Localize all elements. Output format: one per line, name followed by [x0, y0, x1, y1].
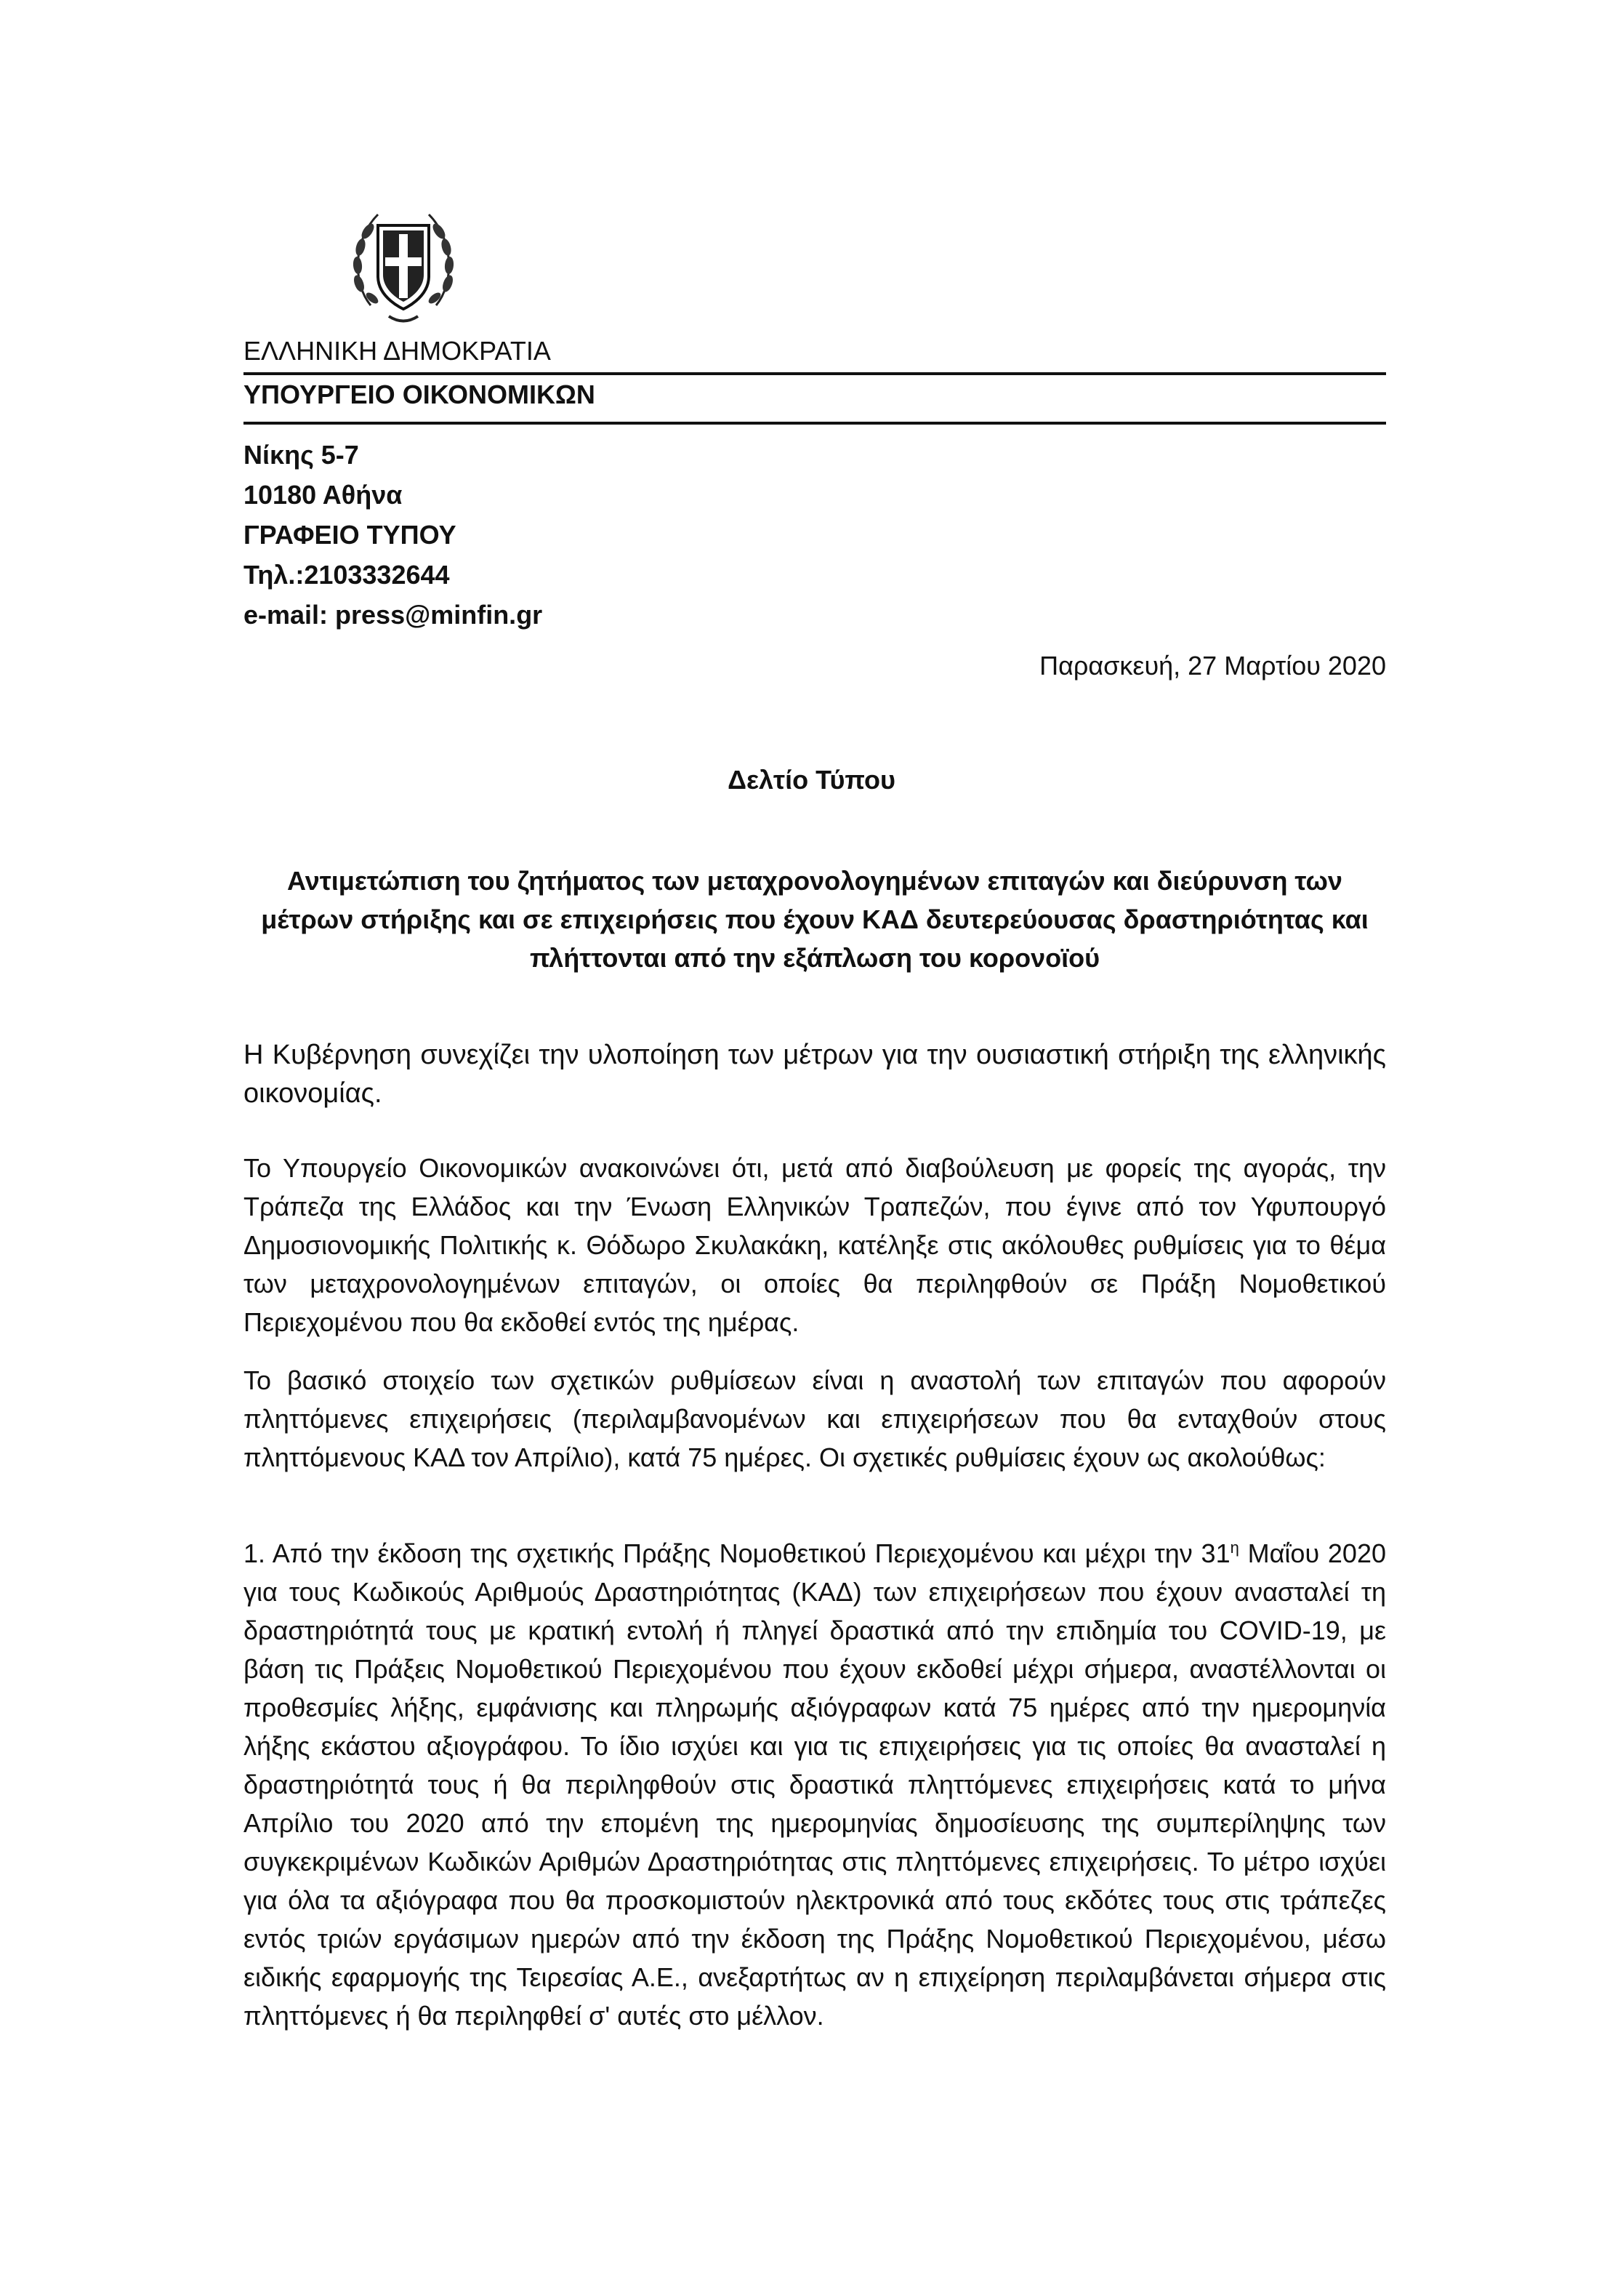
ordinal-superscript: η: [1230, 1538, 1239, 1557]
press-release-headline: Αντιμετώπιση του ζητήματος των μεταχρονολογημένων επιταγών και διεύρυνση των μέτρων στήριξης και σε επιχειρήσεις που έχουν ΚΑΔ δευτερεύουσας δραστηριότητας και πλήττονται από την εξάπλωση του κορονοϊού: [261, 866, 1369, 973]
country-name: ΕΛΛΗΝΙΚΗ ΔΗΜΟΚΡΑΤΙΑ: [243, 336, 551, 366]
paragraph-3-rest: Μαΐου 2020 για τους Κωδικούς Αριθμούς Δραστηριότητας (ΚΑΔ) των επιχειρήσεων που έχουν ανασταλεί τη δραστηριότητά τους με κρατική εντολή ή πληγεί δραστικά από την επιδημία του COVID-19, με βάση τις Πράξεις Νομοθετικού Περιεχομένου που έχουν εκδοθεί μέχρι σήμερα, αναστέλλονται οι προθεσμίες λήξης, εμφάνισης και πληρωμής αξιόγραφων κατά 75 ημέρες από την ημερομηνία λήξης εκάστου αξιογράφου. Το ίδιο ισχύει και για τις επιχειρήσεις για τις οποίες θα ανασταλεί η δραστηριότητά τους ή θα περιληφθούν στις δραστικά πληττόμενες επιχειρήσεις κατά το μήνα Απρίλιο του 2020 από την επομένη της ημερομηνίας δημοσίευσης της συμπερίληψης των συγκεκριμένων Κωδικών Αριθμών Δραστηριότητας στις πληττόμενες επιχειρήσεις. Το μέτρο ισχύει για όλα τα αξιόγραφα που θα προσκομιστούν ηλεκτρονικά από τους εκδότες τους στις τράπεζες εντός τριών εργάσιμων ημερών από την έκδοση της Πράξης Νομοθετικού Περιεχομένου, μέσω ειδικής εφαρμογής της Τειρεσίας Α.Ε., ανεξαρτήτως αν η επιχείρηση περιλαμβάνεται σήμερα στις πληττόμενες ή θα περιληφθεί σ' αυτές στο μέλλον.: [243, 1538, 1386, 2031]
body-paragraph-3: [243, 1534, 1386, 2035]
body-paragraph-2: Το βασικό στοιχείο των σχετικών ρυθμίσεων είναι η αναστολή των επιταγών που αφορούν πληττόμενες επιχειρήσεις (περιλαμβανομένων και επιχειρήσεων που θα ενταχθούν στους πληττόμενους ΚΑΔ τον Απρίλιο), κατά 75 ημέρες. Οι σχετικές ρυθμίσεις έχουν ως ακολούθως:: [243, 1365, 1386, 1472]
header-divider-bottom: [243, 422, 1386, 425]
body-paragraph-1: Το Υπουργείο Οικονομικών ανακοινώνει ότι, μετά από διαβούλευση με φορείς της αγοράς, την Τράπεζα της Ελλάδος και την Ένωση Ελληνικών Τραπεζών, που έγινε από τον Υφυπουργό Δημοσιονομικής Πολιτικής κ. Θόδωρο Σκυλακάκη, κατέληξε στις ακόλουθες ρυθμίσεις για το θέμα των μεταχρονολογημένων επιταγών, οι οποίες θα περιληφθούν σε Πράξη Νομοθετικού Περιεχομένου που θα εκδοθεί εντός της ημέρας.: [243, 1153, 1386, 1337]
release-date: Παρασκευή, 27 Μαρτίου 2020: [1039, 651, 1386, 681]
greek-state-emblem-icon: [349, 196, 458, 331]
document-type-heading: Δελτίο Τύπου: [728, 765, 895, 795]
email-address: e-mail: press@minfin.gr: [243, 600, 543, 630]
press-office: ΓΡΑΦΕΙΟ ΤΥΠΟΥ: [243, 520, 456, 550]
paragraph-3-start: 1. Από την έκδοση της σχετικής Πράξης Νομοθετικού Περιεχομένου και μέχρι την 31: [243, 1538, 1231, 1568]
ministry-name: ΥΠΟΥΡΓΕΙΟ ΟΙΚΟΝΟΜΙΚΩΝ: [243, 380, 595, 409]
contact-block: [243, 435, 542, 635]
address-street: Νίκης 5-7: [243, 440, 359, 470]
header-divider-top: [243, 372, 1386, 375]
address-city: 10180 Αθήνα: [243, 480, 403, 510]
phone-number: Τηλ.:2103332644: [243, 560, 450, 590]
intro-paragraph: Η Κυβέρνηση συνεχίζει την υλοποίηση των μέτρων για την ουσιαστική στήριξη της ελληνικής οικονομίας.: [243, 1040, 1386, 1109]
